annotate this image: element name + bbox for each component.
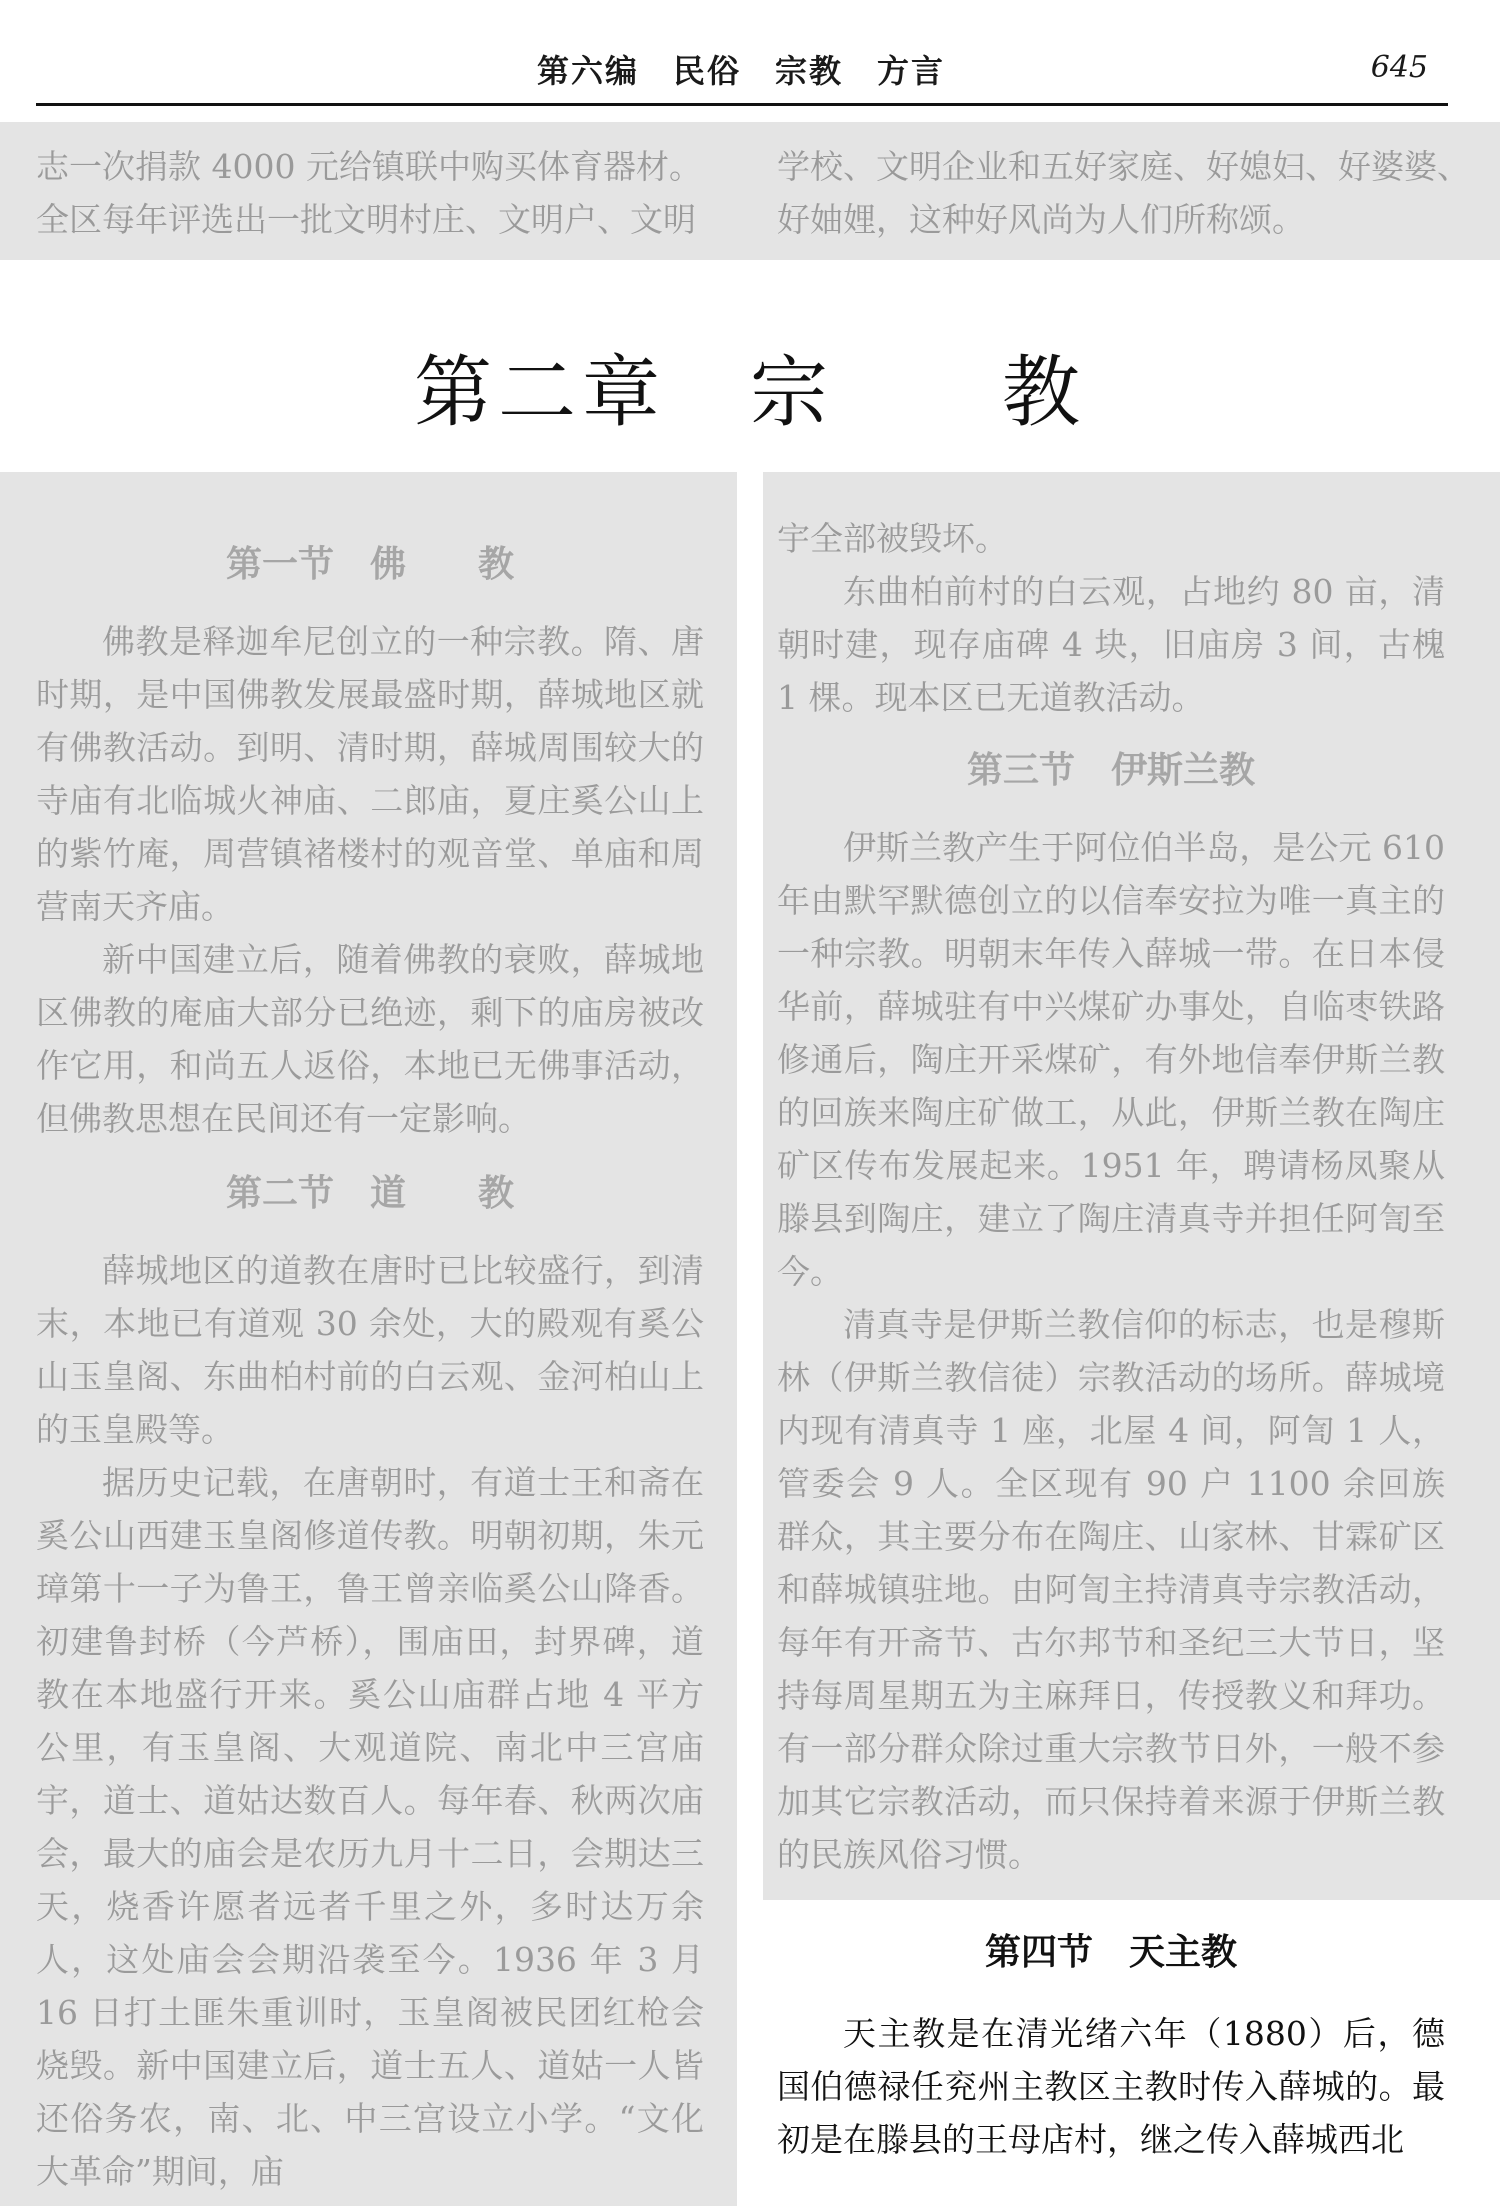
section-1-paragraph-1: 佛教是释迦牟尼创立的一种宗教。隋、唐时期，是中国佛教发展最盛时期，薛城地区就有佛教活动。到明、清时期，薛城周围较大的寺庙有北临城火神庙、二郎庙，夏庄奚公山上的紫竹庵，周营镇褚楼村的观音堂、单庙和周营南天齐庙。	[36, 622, 704, 926]
page-number: 645	[1370, 50, 1428, 85]
section-4-heading: 第四节 天主教	[984, 1932, 1237, 1973]
section-4-block	[777, 1926, 1445, 2166]
running-title: 第六编 民俗 宗教 方言	[536, 52, 945, 90]
section-2-paragraph-1: 薛城地区的道教在唐时已比较盛行，到清末，本地已有道观 30 余处，大的殿观有奚公山玉皇阁、东曲柏村前的白云观、金河柏山上的玉皇殿等。	[36, 1251, 704, 1449]
top-left-text	[36, 140, 736, 246]
chapter-title: 第二章 宗 教	[413, 348, 1086, 438]
top-right-line-2: 好妯娌，这种好风尚为人们所称颂。	[777, 200, 1305, 239]
running-header	[36, 28, 1446, 108]
top-left-line-2: 全区每年评选出一批文明村庄、文明户、文明	[36, 200, 696, 239]
section-3-paragraph-1: 伊斯兰教产生于阿位伯半岛，是公元 610 年由默罕默德创立的以信奉安拉为唯一真主的一种宗教。明朝末年传入薛城一带。在日本侵华前，薛城驻有中兴煤矿办事处，自临枣铁路修通后，陶庄开采煤矿，有外地信奉伊斯兰教的回族来陶庄矿做工，从此，伊斯兰教在陶庄矿区传布发展起来。1951 年，聘请杨凤聚从滕县到陶庄，建立了陶庄清真寺并担任阿訇至今。	[777, 828, 1445, 1291]
section-2-paragraph-4: 东曲柏前村的白云观，占地约 80 亩，清朝时建，现存庙碑 4 块，旧庙房 3 间，古槐 1 棵。现本区已无道教活动。	[777, 572, 1445, 717]
section-2-paragraph-2: 据历史记载，在唐朝时，有道士王和斋在奚公山西建玉皇阁修道传教。明朝初期，朱元璋第十一子为鲁王，鲁王曾亲临奚公山降香。初建鲁封桥（今芦桥），围庙田，封界碑，道教在本地盛行开来。奚公山庙群占地 4 平方公里，有玉皇阁、大观道院、南北中三宫庙宇，道士、道姑达数百人。每年春、秋两次庙会，最大的庙会是农历九月十二日，会期达三天，烧香许愿者远者千里之外，多时达万余人，这处庙会会期沿袭至今。1936 年 3 月 16 日打土匪朱重训时，玉皇阁被民团红枪会烧毁。新中国建立后，道士五人、道姑一人皆还俗务农，南、北、中三宫设立小学。“文化大革命”期间，庙	[36, 1463, 704, 2191]
left-column	[36, 538, 704, 2198]
top-right-line-1: 学校、文明企业和五好家庭、好媳妇、好婆婆、	[777, 147, 1470, 186]
top-left-line-1: 志一次捐款 4000 元给镇联中购买体育器材。	[36, 147, 702, 186]
section-3-paragraph-2: 清真寺是伊斯兰教信仰的标志，也是穆斯林（伊斯兰教信徒）宗教活动的场所。薛城境内现有清真寺 1 座，北屋 4 间，阿訇 1 人，管委会 9 人。全区现有 90 户 1100 余回族群众，其主要分布在陶庄、山家林、甘霖矿区和薛城镇驻地。由阿訇主持清真寺宗教活动，每年有开斋节、古尔邦节和圣纪三大节日，坚持每周星期五为主麻拜日，传授教义和拜功。有一部分群众除过重大宗教节日外，一般不参加其它宗教活动，而只保持着来源于伊斯兰教的民族风俗习惯。	[777, 1305, 1445, 1874]
section-4-paragraph-1: 天主教是在清光绪六年（1880）后，德国伯德禄任兖州主教区主教时传入薛城的。最初是在滕县的王母店村，继之传入薛城西北	[777, 2014, 1445, 2159]
section-1-heading: 第一节 佛 教	[225, 544, 514, 585]
right-column	[777, 512, 1445, 1881]
top-right-text	[777, 140, 1470, 246]
header-rule	[36, 103, 1448, 106]
section-2-heading: 第二节 道 教	[225, 1173, 514, 1214]
section-3-heading: 第三节 伊斯兰教	[966, 750, 1255, 791]
section-2-paragraph-3: 宇全部被毁坏。	[777, 519, 1008, 558]
section-1-paragraph-2: 新中国建立后，随着佛教的衰败，薛城地区佛教的庵庙大部分已绝迹，剩下的庙房被改作它用，和尚五人返俗，本地已无佛事活动，但佛教思想在民间还有一定影响。	[36, 940, 704, 1138]
